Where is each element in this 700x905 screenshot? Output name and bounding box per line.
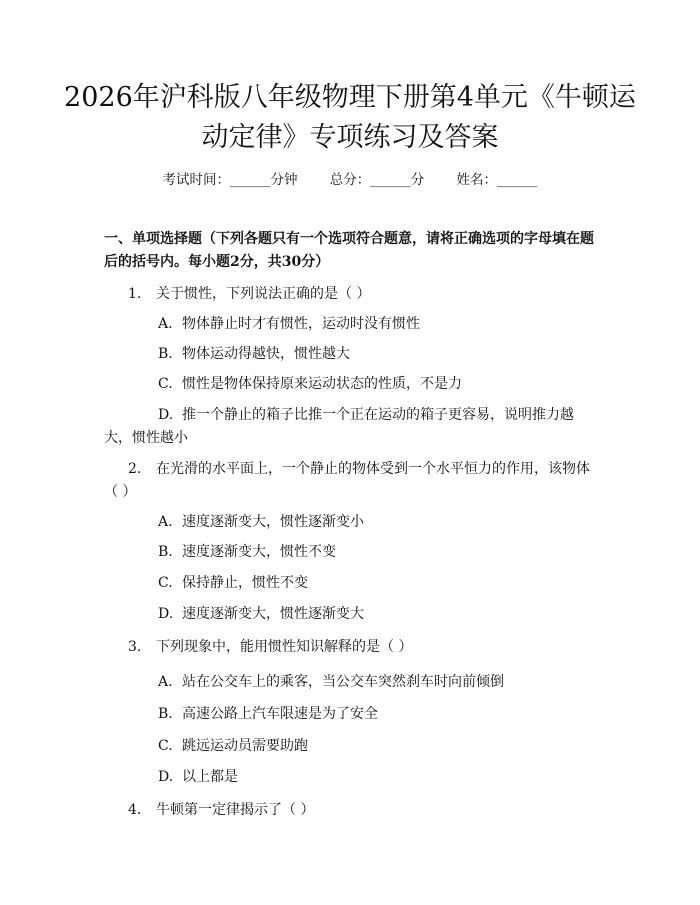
question-2 bbox=[104, 458, 600, 504]
option-letter: D. bbox=[158, 407, 174, 423]
option-3c bbox=[104, 735, 600, 758]
option-letter: D. bbox=[158, 769, 174, 785]
option-letter: C. bbox=[158, 376, 173, 392]
total-score-field: 总分：______分 bbox=[329, 172, 425, 188]
option-2c bbox=[104, 572, 600, 595]
option-letter: C. bbox=[158, 738, 173, 754]
document-title: 2026年沪科版八年级物理下册第4单元《牛顿运动定律》专项练习及答案 bbox=[64, 82, 636, 153]
exam-meta bbox=[0, 168, 700, 188]
option-letter: A. bbox=[158, 674, 173, 690]
question-number: 1. bbox=[128, 286, 142, 302]
question-text: 牛顿第一定律揭示了（ ） bbox=[156, 802, 315, 818]
option-text: 速度逐渐变大，惯性逐渐变小 bbox=[182, 514, 364, 530]
option-1b bbox=[104, 343, 600, 366]
option-letter: D. bbox=[158, 606, 174, 622]
option-text: 站在公交车上的乘客，当公交车突然刹车时向前倾倒 bbox=[182, 674, 504, 690]
question-3 bbox=[104, 636, 600, 659]
name-field: 姓名：______ bbox=[456, 172, 538, 188]
option-text: 物体静止时才有惯性，运动时没有惯性 bbox=[182, 316, 420, 332]
question-text: 在光滑的水平面上，一个静止的物体受到一个水平恒力的作用，该物体（ ） bbox=[104, 461, 590, 500]
option-2b bbox=[104, 541, 600, 564]
option-text: 惯性是物体保持原来运动状态的性质，不是力 bbox=[182, 376, 462, 392]
option-text: 物体运动得越快，惯性越大 bbox=[182, 346, 350, 362]
option-text: 高速公路上汽车限速是为了安全 bbox=[182, 706, 378, 722]
option-text: 推一个静止的箱子比推一个正在运动的箱子更容易，说明推力越大，惯性越小 bbox=[104, 407, 574, 446]
question-number: 4. bbox=[128, 802, 142, 818]
option-text: 跳远运动员需要助跑 bbox=[182, 738, 308, 754]
question-text: 关于惯性，下列说法正确的是（ ） bbox=[156, 286, 371, 302]
question-4 bbox=[104, 799, 600, 822]
option-letter: B. bbox=[158, 544, 173, 560]
exam-time-field: 考试时间：______分钟 bbox=[162, 172, 298, 188]
option-3a bbox=[104, 671, 600, 694]
question-1 bbox=[104, 283, 600, 306]
option-2d bbox=[104, 603, 600, 626]
option-3d bbox=[104, 766, 600, 789]
section-heading: 一、单项选择题（下列各题只有一个选项符合题意，请将正确选项的字母填在题后的括号内。每小题2分，共30分） bbox=[104, 231, 594, 270]
option-text: 以上都是 bbox=[182, 769, 238, 785]
question-number: 3. bbox=[128, 639, 142, 655]
option-letter: A. bbox=[158, 514, 173, 530]
option-3b bbox=[104, 703, 600, 726]
option-letter: B. bbox=[158, 706, 173, 722]
option-letter: A. bbox=[158, 316, 173, 332]
question-text: 下列现象中，能用惯性知识解释的是（ ） bbox=[156, 639, 413, 655]
option-letter: B. bbox=[158, 346, 173, 362]
option-text: 速度逐渐变大，惯性不变 bbox=[182, 544, 336, 560]
option-text: 保持静止，惯性不变 bbox=[182, 575, 308, 591]
option-1c bbox=[104, 373, 600, 396]
option-1a bbox=[104, 313, 600, 336]
option-letter: C. bbox=[158, 575, 173, 591]
question-number: 2. bbox=[128, 461, 142, 477]
option-2a bbox=[104, 511, 600, 534]
option-1d bbox=[104, 404, 600, 450]
option-text: 速度逐渐变大，惯性逐渐变大 bbox=[182, 606, 364, 622]
